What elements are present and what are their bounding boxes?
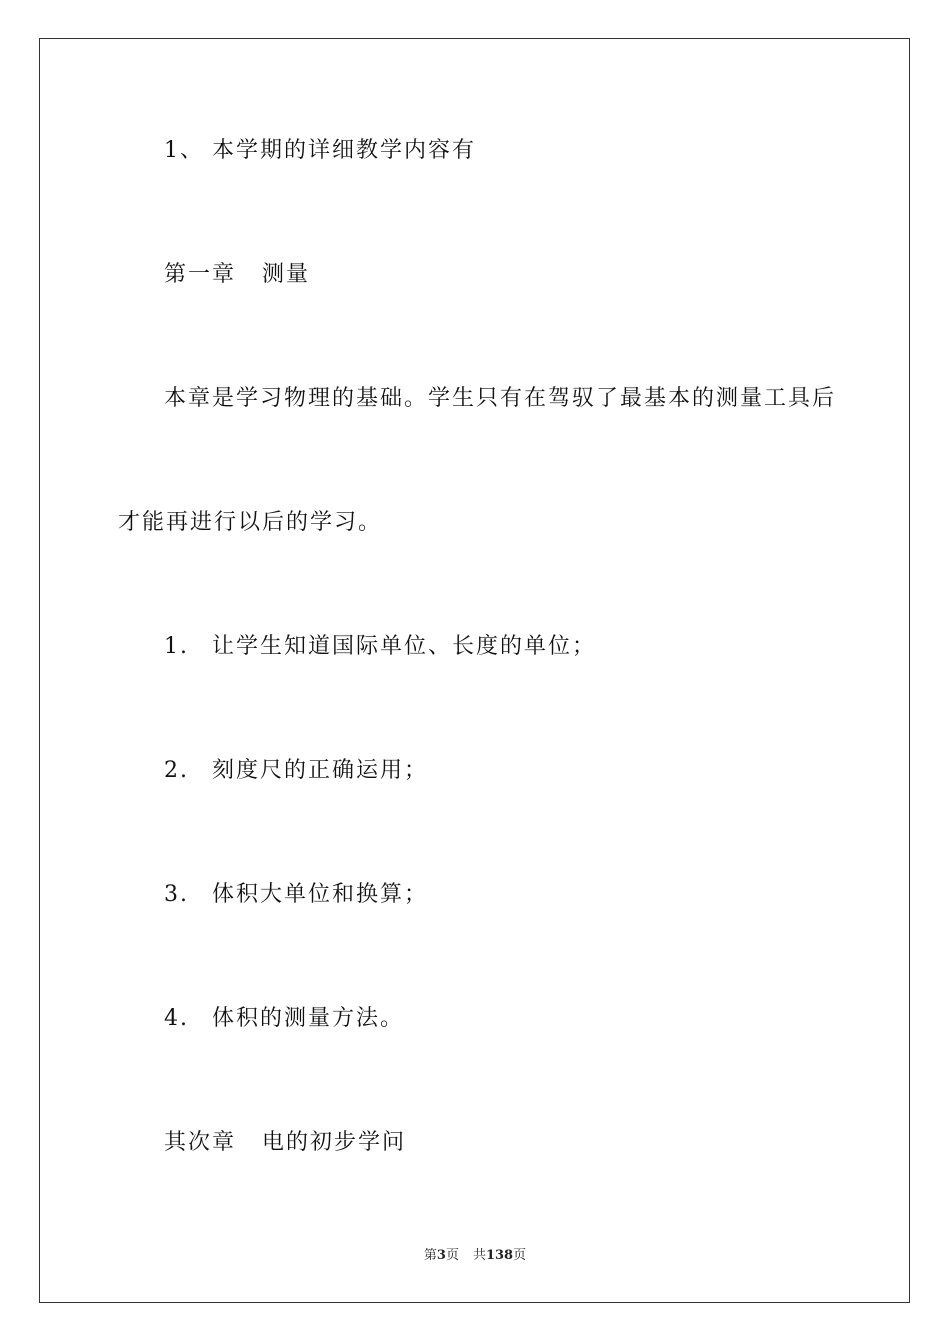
list-item-text: 让学生知道国际单位、长度的单位； <box>212 634 597 659</box>
page-footer <box>0 1247 950 1265</box>
list-item-text: 体积的测量方法。 <box>212 1006 405 1031</box>
list-item-number: 3. <box>164 882 189 907</box>
list-item <box>164 757 428 785</box>
list-item <box>164 1005 404 1033</box>
chapter-1-title: 测量 <box>262 262 311 287</box>
page-suffix: 页 <box>445 1248 459 1263</box>
page-border <box>39 38 910 1303</box>
total-pages: 138 <box>485 1248 514 1263</box>
paragraph-line-1: 本章是学习物理的基础。学生只有在驾驭了最基本的测量工具后 <box>164 386 837 411</box>
list-item-number: 1. <box>164 634 189 659</box>
page-number: 3 <box>436 1248 446 1263</box>
chapter-2-title: 电的初步学问 <box>262 1130 407 1155</box>
total-suffix: 页 <box>513 1248 527 1263</box>
chapter-2-label: 其次章 <box>164 1130 237 1155</box>
list-item-text: 体积大单位和换算； <box>212 882 429 907</box>
intro-item-text: 本学期的详细教学内容有 <box>212 138 477 163</box>
list-item-number: 4. <box>164 1006 189 1031</box>
list-item-text: 刻度尺的正确运用； <box>212 758 429 783</box>
chapter-1-label: 第一章 <box>164 262 237 287</box>
total-prefix: 共 <box>472 1248 486 1263</box>
chapter-2-heading <box>164 1129 406 1157</box>
list-item <box>164 881 428 909</box>
paragraph-line-2: 才能再进行以后的学习。 <box>118 510 383 535</box>
intro-item-number: 1、 <box>164 138 204 163</box>
page-prefix: 第 <box>423 1248 437 1263</box>
intro-item <box>164 137 476 165</box>
list-item <box>164 633 596 661</box>
chapter-1-heading <box>164 261 310 289</box>
list-item-number: 2. <box>164 758 189 783</box>
